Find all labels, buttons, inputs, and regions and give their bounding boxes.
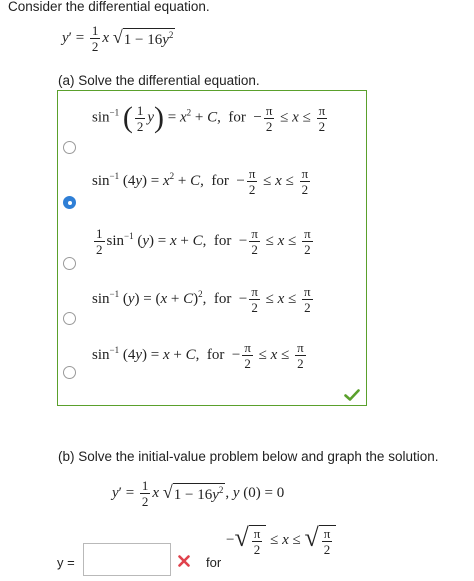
choice-2-radio-selected[interactable] xyxy=(63,196,76,209)
part-a-label: (a) Solve the differential equation. xyxy=(58,73,260,88)
choice-3-text[interactable]: $\frac{1}{2}$ $\sin^{-1} (y) = x + C$, for − $\frac{\pi}{2}$ ≤ x ≤ $\frac{\pi}{2}$ xyxy=(96,226,311,257)
choice-1-text[interactable]: $\sin^{-1}$ ( $\frac{1}{2}$ $y) = x^2 + C$, for − $\frac{\pi}{2}$ ≤ x ≤ $\frac{\pi}{2}$ xyxy=(92,101,326,134)
choice-4-text[interactable]: $\sin^{-1} (y) = (x + C)^2$, for − $\frac{\pi}{2}$ ≤ x ≤ $\frac{\pi}{2}$ xyxy=(92,284,311,315)
part-b-label: (b) Solve the initial-value problem below and graph the solution. xyxy=(58,449,439,464)
answer-input[interactable] xyxy=(83,543,171,576)
choice-2-text[interactable]: $\sin^{-1} (4y) = x^2 + C$, for − $\frac{\pi}{2}$ ≤ x ≤ $\frac{\pi}{2}$ xyxy=(92,166,309,197)
choice-5-text[interactable]: $\sin^{-1} (4y) = x + C$, for − $\frac{\pi}{2}$ ≤ x ≤ $\frac{\pi}{2}$ xyxy=(92,340,304,371)
y-equals-label: y = xyxy=(57,555,75,570)
choice-3-radio[interactable] xyxy=(63,257,76,270)
differential-equation: y′ = $\frac{1}{2}$ x √ $1 - 16y^2$ xyxy=(62,23,174,54)
choice-1-radio[interactable] xyxy=(63,141,76,154)
for-label: for xyxy=(206,555,222,570)
correct-check-icon xyxy=(344,389,360,401)
question-text: Consider the differential equation. xyxy=(8,0,210,14)
incorrect-x-icon xyxy=(178,555,190,567)
domain-inequality: − √ $\frac{\pi}{2}$ ≤ x ≤ √ $\frac{\pi}{2}$ xyxy=(226,525,336,556)
answer-choices-box xyxy=(57,90,367,406)
choice-5-radio[interactable] xyxy=(63,366,76,379)
choice-4-radio[interactable] xyxy=(63,312,76,325)
initial-value-problem: y′ = $\frac{1}{2}$ x √ $1 - 16y^2$ , y (0) = 0 xyxy=(112,478,285,509)
